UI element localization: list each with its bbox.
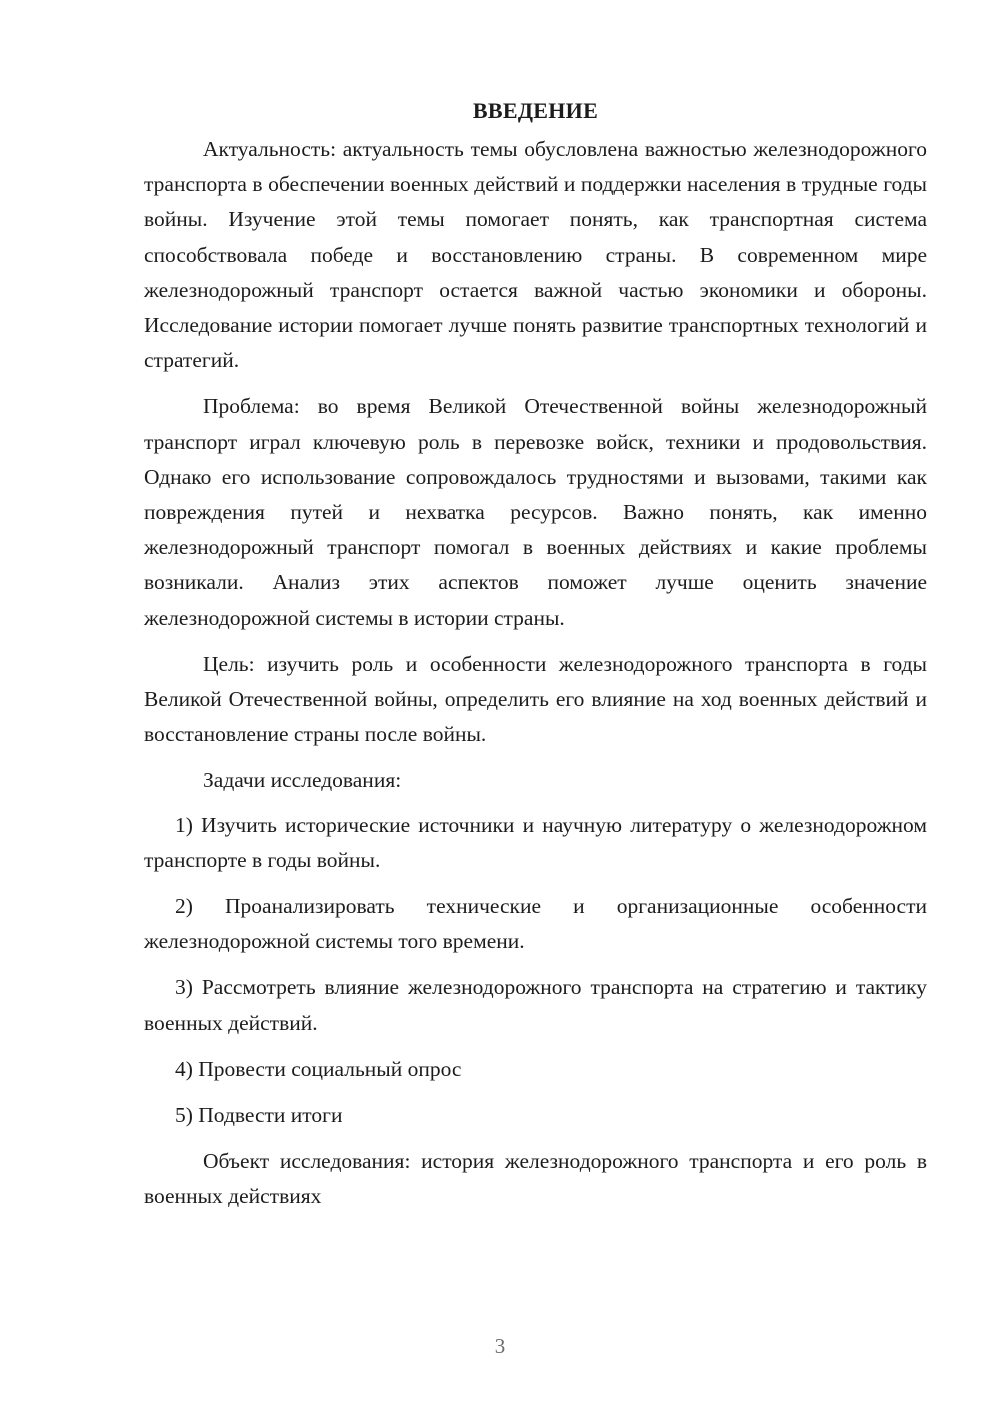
paragraph-goal: Цель: изучить роль и особенности железнодорожного транспорта в годы Великой Отечественной войны, определить его влияние на ход военных действий и восстановление страны после войны.: [144, 651, 927, 747]
paragraph-object: Объект исследования: история железнодорожного транспорта и его роль в военных действиях: [144, 1149, 927, 1209]
paragraph-problem: Проблема: во время Великой Отечественной войны железнодорожный транспорт играл ключевую роль в перевозке войск, техники и продовольствия. Однако его использование сопровождалось трудностями и вызовами, такими как повреждения путей и нехватка ресурсов. Важно понять, как именно железнодорожный транспорт помогал в военных действиях и какие проблемы возникали. Анализ этих аспектов поможет лучше оценить значение железнодорожной системы в истории страны.: [144, 394, 927, 630]
page-number: 3: [494, 1334, 506, 1358]
tasks-list: [144, 808, 927, 1134]
task-item: 4) Провести социальный опрос: [175, 1056, 462, 1081]
paragraph-relevance: Актуальность: актуальность темы обусловлена важностью железнодорожного транспорта в обеспечении военных действий и поддержки населения в трудные годы войны. Изучение этой темы помогает понять, как транспортная система способствовала победе и восстановлению страны. В современном мире железнодорожный транспорт остается важной частью экономики и обороны. Исследование истории помогает лучше понять развитие транспортных технологий и стратегий.: [144, 137, 927, 373]
section-heading: ВВЕДЕНИЕ: [472, 98, 599, 123]
paragraph-tasks-heading: Задачи исследования:: [203, 768, 402, 793]
task-item: 2) Проанализировать технические и организационные особенности железнодорожной системы того времени.: [144, 894, 927, 954]
task-item: 3) Рассмотреть влияние железнодорожного транспорта на стратегию и тактику военных действий.: [144, 975, 927, 1035]
document-page: [144, 95, 927, 1226]
task-item: 5) Подвести итоги: [175, 1103, 343, 1128]
task-item: 1) Изучить исторические источники и научную литературу о железнодорожном транспорте в годы войны.: [144, 812, 927, 872]
